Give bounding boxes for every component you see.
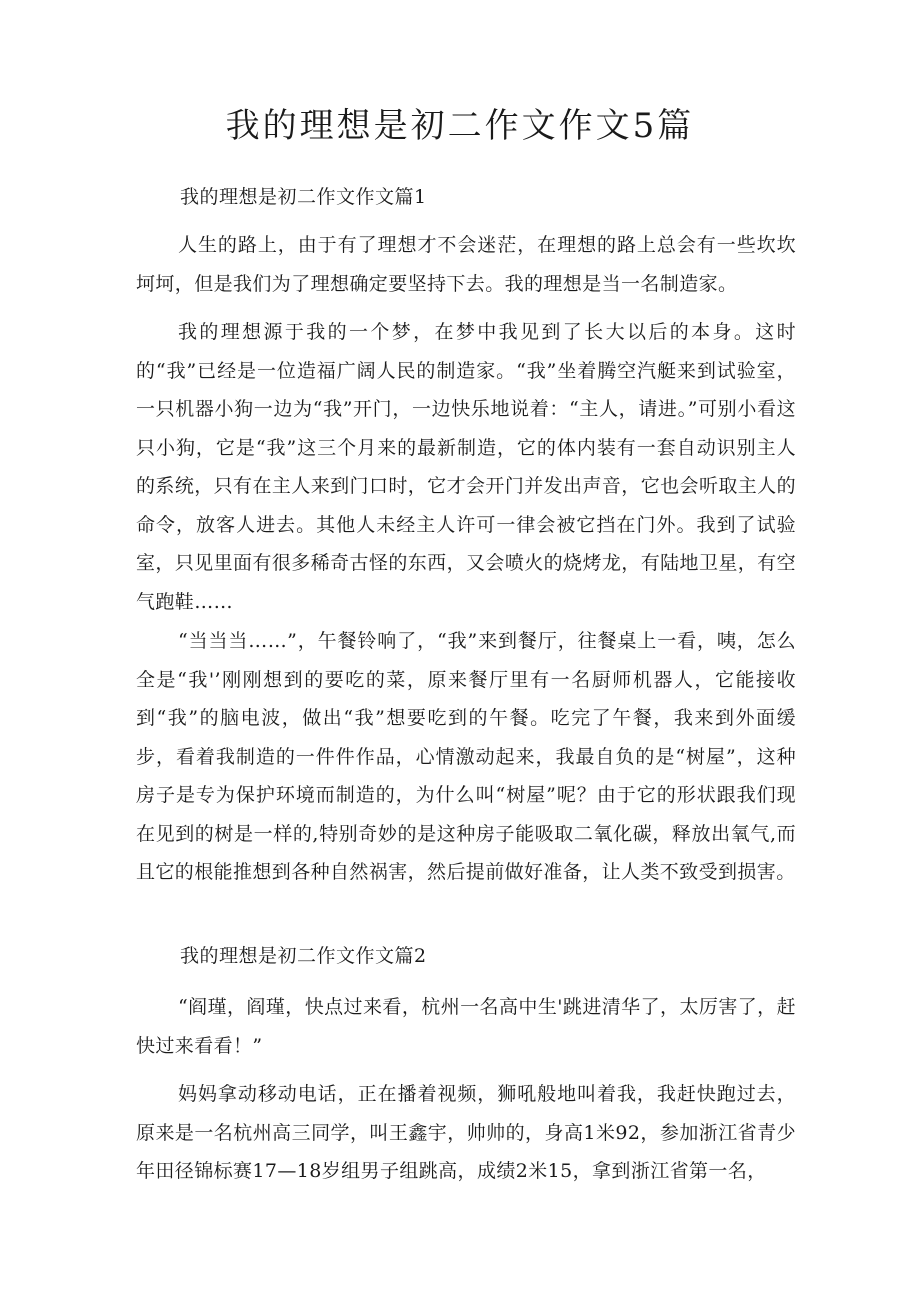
document-title: 我的理想是初二作文作文5篇 [225,106,695,146]
section-heading-2: 我的理想是初二作文作文篇2 [180,945,427,967]
paragraph-2-1: “阎瑾，阎瑾，快点过来看，杭州一名高中生'跳进清华了，太厉害了，赶快过来看看！” [136,996,796,1057]
paragraph-1-1: 人生的路上，由于有了理想才不会迷茫，在理想的路上总会有一些坎坎坷坷，但是我们为了理想确定要坚持下去。我的理想是当一名制造家。 [136,234,796,295]
section-heading-1: 我的理想是初二作文作文篇1 [180,186,427,208]
paragraph-2-2: 妈妈拿动移动电话，正在播着视频，狮吼般地叫着我，我赶快跑过去，原来是一名杭州高三同学，叫王鑫宇，帅帅的，身高1米92，参加浙江省青少年田径锦标赛17—18岁组男子组跳高，成绩2米15，拿到浙江省第一名， [136,1083,796,1182]
paragraph-1-3: “当当当……”，午餐铃响了，“我”来到餐厅，往餐桌上一看，咦，怎么全是“我'’刚刚想到的要吃的菜，原来餐厅里有一名厨师机器人，它能接收到“我”的脑电波，做出“我”想要吃到的午餐。吃完了午餐，我来到外面缓步，看着我制造的一件件作品，心情激动起来，我最自负的是“树屋”，这种房子是专为保护环境而制造的，为什么叫“树屋”呢？由于它的形状跟我们现在见到的树是一样的,特别奇妙的是这种房子能吸取二氧化碳，释放出氧气,而且它的根能推想到各种自然祸害，然后提前做好准备，让人类不致受到损害。 [136,630,796,883]
paragraph-1-2: 我的理想源于我的一个梦，在梦中我见到了长大以后的本身。这时的“我”已经是一位造福广阔人民的制造家。“我”坐着腾空汽艇来到试验室，一只机器小狗一边为“我”开门，一边快乐地说着：“主人，请进。”可别小看这只小狗，它是“我”这三个月来的最新制造，它的体内装有一套自动识别主人的系统，只有在主人来到门口时，它才会开门并发出声音，它也会听取主人的命令，放客人进去。其他人未经主人许可一律会被它挡在门外。我到了试验室，只见里面有很多稀奇古怪的东西，又会喷火的烧烤龙，有陆地卫星，有空气跑鞋…… [136,321,796,613]
